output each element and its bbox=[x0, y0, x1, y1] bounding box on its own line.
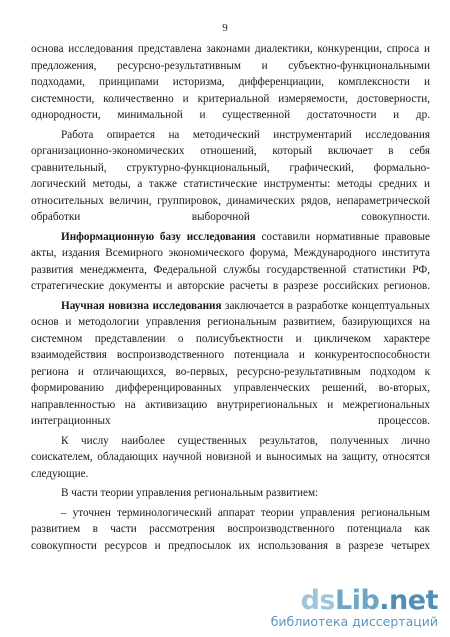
paragraph-terminology: – уточнен терминологический аппарат теории управления региональным развитием в части рассмотрения воспроизводственного потенциала как совокупности ресурсов и предпосылок их использования в разрезе четырех bbox=[31, 506, 430, 552]
paragraph-results: К числу наиболее существенных результатов, полученных лично соискателем, обладающих научной новизной и выносимых на защиту, относятся следующие. bbox=[31, 434, 430, 480]
novelty-text: заключается в разработке концептуальных основ и методологии управления региональным развитием, базирующихся на системном представлении о полисубъектности и цикличеком характере взаимодействия воспроизводственного потенциала и конкурентоспособности региона и отличающихся, во-первых, ресурсно-результативным подходом к формированию дифференцированных управленческих решений, во-вторых, направленностью на активизацию внутрирегиональных и межрегиональных интеграционных процессов. bbox=[31, 299, 430, 427]
document-body bbox=[31, 41, 430, 557]
paragraph-info-base bbox=[31, 229, 430, 295]
watermark bbox=[238, 587, 438, 629]
logo-lib: Lib bbox=[335, 585, 380, 616]
logo-net: .net bbox=[379, 585, 438, 616]
paragraph-tools: Работа опирается на методический инструментарий исследования организационно-экономических отношений, который включает в себя сравнительный, структурно-функциональный, графический, формально-логический методы, а также статистические инструменты: методы средних и относительных величин, группировок, динамических рядов, непараметрической обработки выборочной совокупности. bbox=[31, 128, 430, 223]
heading-info-base: Информационную базу исследования bbox=[61, 230, 256, 243]
paragraph-novelty bbox=[31, 298, 430, 430]
paragraph-theory-heading: В части теории управления региональным развитием: bbox=[61, 487, 319, 499]
page-number: 9 bbox=[222, 22, 228, 34]
paragraph-methodology: основа исследования представлена законами диалектики, конкуренции, спроса и предложения, ресурсно-результативным и субъектно-функциональными подходами, принципами историзма, дифференциации, комплексности и системности, количественно и критериальной измеряемости, достоверности, однородности, минимальной и существенной достаточности и др. bbox=[31, 43, 430, 121]
watermark-logo bbox=[238, 587, 438, 615]
heading-novelty: Научная новизна исследования bbox=[61, 299, 222, 312]
watermark-tagline: библиотека диссертаций bbox=[270, 614, 438, 629]
info-base-text: составили нормативные правовые акты, издания Всемирного экономического форума, Международного института развития менеджмента, Федеральной службы государственной статистики РФ, стратегические документы и авторские расчеты в разрезе российских регионов. bbox=[31, 230, 430, 292]
logo-ds: ds bbox=[300, 585, 335, 616]
